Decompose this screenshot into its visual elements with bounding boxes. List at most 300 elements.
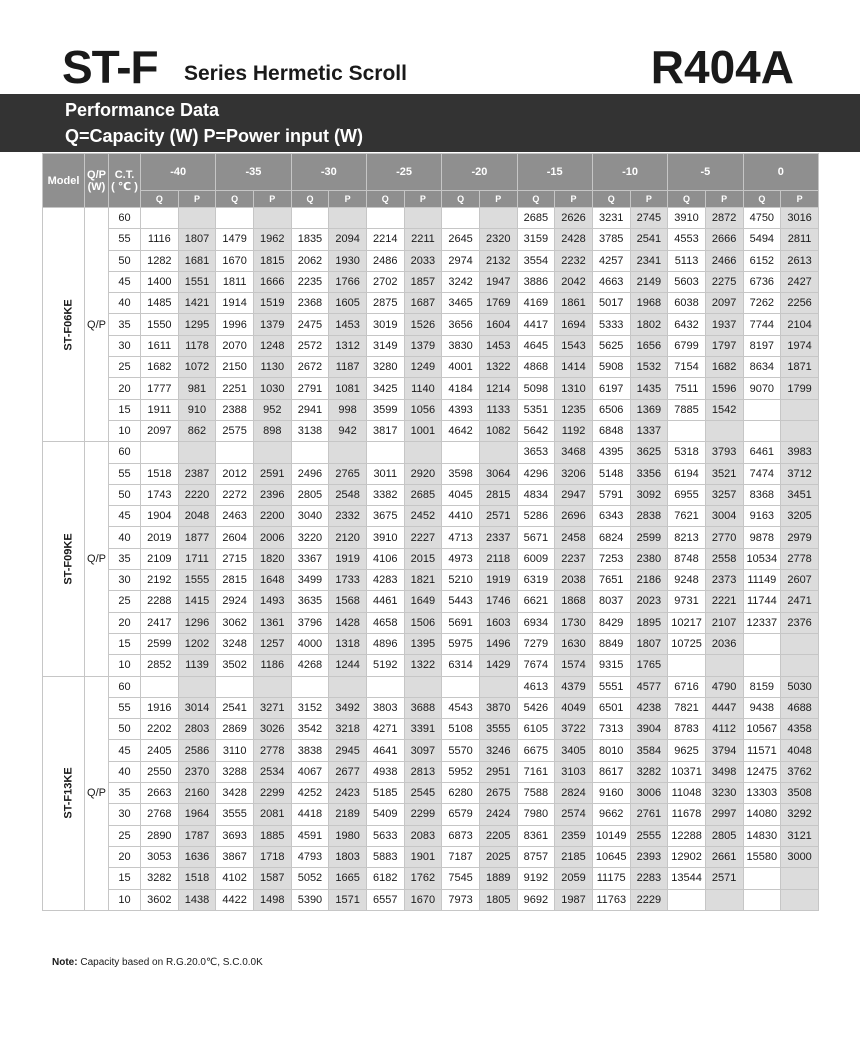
model-cell [43,442,85,676]
power-cell: 2805 [705,825,743,846]
table-row [43,293,819,314]
power-cell: 1379 [404,335,442,356]
power-cell [329,442,367,463]
table-row [43,655,819,676]
capacity-cell: 2405 [141,740,179,761]
power-cell: 1733 [329,570,367,591]
power-cell: 1202 [178,633,216,654]
condensing-temp-cell: 40 [109,761,141,782]
power-cell: 2947 [555,484,593,505]
capacity-cell: 4658 [366,612,404,633]
table-row [43,591,819,612]
power-cell: 4358 [781,719,819,740]
power-cell: 1493 [253,591,291,612]
capacity-cell: 7885 [668,399,706,420]
power-cell [329,676,367,697]
capacity-cell: 5603 [668,271,706,292]
table-row [43,612,819,633]
capacity-cell: 8037 [592,591,630,612]
power-cell: 910 [178,399,216,420]
power-cell: 3026 [253,719,291,740]
header-evap-temp: -5 [668,154,743,191]
header-q: Q [743,191,781,208]
capacity-cell: 10725 [668,633,706,654]
table-row [43,229,819,250]
capacity-cell: 4395 [592,442,630,463]
capacity-cell: 3248 [216,633,254,654]
capacity-cell: 2417 [141,612,179,633]
power-cell: 1665 [329,868,367,889]
capacity-cell [668,420,706,441]
capacity-cell: 4106 [366,548,404,569]
capacity-cell: 4410 [442,506,480,527]
capacity-cell: 5494 [743,229,781,250]
capacity-cell: 3838 [291,740,329,761]
header-evap-temp: -25 [366,154,441,191]
condensing-temp-cell: 55 [109,463,141,484]
capacity-cell: 10371 [668,761,706,782]
power-cell: 2081 [253,804,291,825]
power-cell: 3016 [781,208,819,229]
capacity-cell: 9438 [743,697,781,718]
capacity-cell: 5351 [517,399,555,420]
capacity-cell [743,633,781,654]
capacity-cell: 2599 [141,633,179,654]
condensing-temp-cell: 45 [109,271,141,292]
condensing-temp-cell: 45 [109,740,141,761]
capacity-cell: 4645 [517,335,555,356]
series-description: Series Hermetic Scroll [184,62,407,85]
power-cell: 1428 [329,612,367,633]
capacity-cell: 5952 [442,761,480,782]
capacity-cell: 8748 [668,548,706,569]
capacity-cell: 3282 [141,868,179,889]
capacity-cell: 8159 [743,676,781,697]
power-cell: 2299 [253,783,291,804]
capacity-cell [366,676,404,697]
power-cell: 3391 [404,719,442,740]
power-cell: 2824 [555,783,593,804]
condensing-temp-cell: 10 [109,889,141,910]
capacity-cell: 7161 [517,761,555,782]
capacity-cell: 5098 [517,378,555,399]
capacity-cell: 6152 [743,250,781,271]
capacity-cell: 3817 [366,420,404,441]
power-cell: 1821 [404,570,442,591]
capacity-cell: 1550 [141,314,179,335]
capacity-cell [216,208,254,229]
capacity-cell: 3502 [216,655,254,676]
power-cell: 2675 [479,783,517,804]
power-cell: 1318 [329,633,367,654]
power-cell: 1186 [253,655,291,676]
power-cell: 2666 [705,229,743,250]
capacity-cell: 9315 [592,655,630,676]
power-cell: 1687 [404,293,442,314]
table-row [43,719,819,740]
power-cell: 1802 [630,314,668,335]
capacity-cell: 4296 [517,463,555,484]
power-cell: 2811 [781,229,819,250]
capacity-cell: 2475 [291,314,329,335]
power-cell: 1496 [479,633,517,654]
capacity-cell: 3653 [517,442,555,463]
capacity-cell: 7980 [517,804,555,825]
power-cell: 1178 [178,335,216,356]
power-cell: 1532 [630,357,668,378]
power-cell [781,399,819,420]
power-cell: 2803 [178,719,216,740]
table-row [43,484,819,505]
power-cell: 2023 [630,591,668,612]
capacity-cell: 7621 [668,506,706,527]
capacity-cell: 5409 [366,804,404,825]
power-cell: 3121 [781,825,819,846]
power-cell: 1765 [630,655,668,676]
power-cell: 1187 [329,357,367,378]
capacity-cell [442,676,480,697]
capacity-cell: 10645 [592,846,630,867]
power-cell: 2626 [555,208,593,229]
power-cell: 1974 [781,335,819,356]
capacity-cell: 9248 [668,570,706,591]
capacity-cell: 4973 [442,548,480,569]
power-cell [253,442,291,463]
capacity-cell [743,655,781,676]
capacity-cell: 5642 [517,420,555,441]
capacity-cell: 10534 [743,548,781,569]
capacity-cell: 3280 [366,357,404,378]
capacity-cell: 2550 [141,761,179,782]
capacity-cell: 1116 [141,229,179,250]
power-cell: 1636 [178,846,216,867]
condensing-temp-cell: 15 [109,633,141,654]
power-cell: 1244 [329,655,367,676]
header-evap-temp: -20 [442,154,517,191]
capacity-cell: 4067 [291,761,329,782]
power-cell: 1730 [555,612,593,633]
power-cell: 3103 [555,761,593,782]
power-cell: 2232 [555,250,593,271]
capacity-cell: 4591 [291,825,329,846]
capacity-cell: 8757 [517,846,555,867]
power-cell: 2458 [555,527,593,548]
power-cell: 2227 [404,527,442,548]
power-cell: 2359 [555,825,593,846]
header-row-temps [43,154,819,191]
power-cell: 2761 [630,804,668,825]
capacity-cell: 5691 [442,612,480,633]
power-cell: 1140 [404,378,442,399]
power-cell: 1295 [178,314,216,335]
footnote [52,957,263,968]
power-cell: 1312 [329,335,367,356]
power-cell: 1498 [253,889,291,910]
capacity-cell: 5286 [517,506,555,527]
capacity-cell: 5113 [668,250,706,271]
condensing-temp-cell: 15 [109,399,141,420]
power-cell: 1630 [555,633,593,654]
power-cell: 2370 [178,761,216,782]
power-cell: 2770 [705,527,743,548]
power-cell: 2765 [329,463,367,484]
power-cell: 2920 [404,463,442,484]
capacity-cell [743,889,781,910]
condensing-temp-cell: 60 [109,442,141,463]
capacity-cell: 6675 [517,740,555,761]
capacity-cell: 3693 [216,825,254,846]
capacity-cell: 3599 [366,399,404,420]
power-cell: 1666 [253,271,291,292]
capacity-cell: 4252 [291,783,329,804]
capacity-cell [743,868,781,889]
power-cell: 1807 [630,633,668,654]
capacity-cell [216,442,254,463]
power-cell: 4688 [781,697,819,718]
table-row [43,676,819,697]
capacity-cell: 9731 [668,591,706,612]
power-cell: 1895 [630,612,668,633]
table-row [43,420,819,441]
capacity-cell: 6934 [517,612,555,633]
capacity-cell: 2791 [291,378,329,399]
power-cell [781,420,819,441]
power-cell: 2237 [555,548,593,569]
table-row [43,846,819,867]
capacity-cell: 1682 [141,357,179,378]
power-cell: 3292 [781,804,819,825]
power-cell: 1807 [178,229,216,250]
note-label: Note: [52,957,78,968]
power-cell: 1815 [253,250,291,271]
condensing-temp-cell: 20 [109,378,141,399]
power-cell: 2815 [479,484,517,505]
capacity-cell: 3019 [366,314,404,335]
capacity-cell: 4271 [366,719,404,740]
capacity-cell: 13544 [668,868,706,889]
power-cell: 1980 [329,825,367,846]
power-cell: 2387 [178,463,216,484]
condensing-temp-cell: 25 [109,357,141,378]
refrigerant-label: R404A [650,41,794,93]
power-cell: 2571 [705,868,743,889]
power-cell: 3282 [630,761,668,782]
capacity-cell: 14080 [743,804,781,825]
table-row [43,250,819,271]
table-row [43,825,819,846]
capacity-cell: 9625 [668,740,706,761]
power-cell: 2118 [479,548,517,569]
capacity-cell: 10217 [668,612,706,633]
capacity-cell: 4641 [366,740,404,761]
header-p: P [555,191,593,208]
capacity-cell: 2869 [216,719,254,740]
capacity-cell: 6824 [592,527,630,548]
capacity-cell: 8010 [592,740,630,761]
capacity-cell: 6461 [743,442,781,463]
capacity-cell: 2070 [216,335,254,356]
capacity-cell: 3425 [366,378,404,399]
condensing-temp-cell: 50 [109,250,141,271]
capacity-cell: 3062 [216,612,254,633]
power-cell [253,676,291,697]
capacity-cell: 5192 [366,655,404,676]
capacity-cell: 2463 [216,506,254,527]
capacity-cell [668,655,706,676]
power-cell: 2571 [479,506,517,527]
table-row [43,527,819,548]
capacity-cell: 5390 [291,889,329,910]
capacity-cell: 4169 [517,293,555,314]
condensing-temp-cell: 60 [109,676,141,697]
power-cell: 2160 [178,783,216,804]
power-cell [479,208,517,229]
capacity-cell: 3602 [141,889,179,910]
power-cell: 2283 [630,868,668,889]
power-cell: 1081 [329,378,367,399]
power-cell [705,889,743,910]
power-cell: 2015 [404,548,442,569]
power-cell: 1718 [253,846,291,867]
capacity-cell: 1282 [141,250,179,271]
capacity-cell: 4000 [291,633,329,654]
capacity-cell: 6197 [592,378,630,399]
header-q: Q [216,191,254,208]
capacity-cell: 3053 [141,846,179,867]
capacity-cell: 3803 [366,697,404,718]
capacity-cell: 8634 [743,357,781,378]
power-cell: 3468 [555,442,593,463]
power-cell: 1987 [555,889,593,910]
power-cell: 1877 [178,527,216,548]
capacity-cell: 3675 [366,506,404,527]
header-p: P [178,191,216,208]
capacity-cell: 5633 [366,825,404,846]
power-cell: 1414 [555,357,593,378]
capacity-cell: 2062 [291,250,329,271]
capacity-cell: 9160 [592,783,630,804]
condensing-temp-cell: 50 [109,719,141,740]
power-cell: 1518 [178,868,216,889]
capacity-cell: 1479 [216,229,254,250]
power-cell: 2059 [555,868,593,889]
performance-table [42,153,819,911]
power-cell: 1551 [178,271,216,292]
power-cell: 2545 [404,783,442,804]
power-cell: 1453 [479,335,517,356]
condensing-temp-cell: 25 [109,825,141,846]
power-cell: 1797 [705,335,743,356]
capacity-cell: 4393 [442,399,480,420]
power-cell: 1648 [253,570,291,591]
power-cell: 1506 [404,612,442,633]
table-row [43,548,819,569]
power-cell: 1968 [630,293,668,314]
capacity-cell: 6343 [592,506,630,527]
capacity-cell: 2604 [216,527,254,548]
capacity-cell: 15580 [743,846,781,867]
power-cell: 2376 [781,612,819,633]
table-row [43,378,819,399]
power-cell: 1542 [705,399,743,420]
capacity-cell: 7744 [743,314,781,335]
power-cell: 2838 [630,506,668,527]
condensing-temp-cell: 25 [109,591,141,612]
condensing-temp-cell: 30 [109,804,141,825]
capacity-cell: 2486 [366,250,404,271]
capacity-cell: 3367 [291,548,329,569]
power-cell: 1711 [178,548,216,569]
capacity-cell: 3554 [517,250,555,271]
capacity-cell: 7674 [517,655,555,676]
capacity-cell [743,399,781,420]
header-q: Q [141,191,179,208]
capacity-cell: 2572 [291,335,329,356]
capacity-cell: 5975 [442,633,480,654]
capacity-cell: 4184 [442,378,480,399]
capacity-cell: 4663 [592,271,630,292]
capacity-cell: 4422 [216,889,254,910]
power-cell: 1799 [781,378,819,399]
capacity-cell: 2097 [141,420,179,441]
capacity-cell: 9878 [743,527,781,548]
capacity-cell: 2019 [141,527,179,548]
capacity-cell [216,676,254,697]
capacity-cell: 3110 [216,740,254,761]
capacity-cell: 13303 [743,783,781,804]
power-cell: 2423 [329,783,367,804]
capacity-cell: 4553 [668,229,706,250]
capacity-cell: 14830 [743,825,781,846]
header-p: P [479,191,517,208]
power-cell: 2256 [781,293,819,314]
capacity-cell: 4001 [442,357,480,378]
power-cell: 2872 [705,208,743,229]
capacity-cell: 7651 [592,570,630,591]
header-p: P [781,191,819,208]
capacity-cell: 7279 [517,633,555,654]
series-code: ST-F [62,41,158,93]
power-cell: 4577 [630,676,668,697]
capacity-cell: 4793 [291,846,329,867]
power-cell: 3584 [630,740,668,761]
capacity-cell: 1485 [141,293,179,314]
header-evap-temp: -35 [216,154,291,191]
capacity-cell: 6009 [517,548,555,569]
condensing-temp-cell: 40 [109,527,141,548]
power-cell: 4447 [705,697,743,718]
capacity-cell: 2251 [216,378,254,399]
capacity-cell: 2202 [141,719,179,740]
power-cell: 1192 [555,420,593,441]
power-cell: 2599 [630,527,668,548]
power-cell: 3451 [781,484,819,505]
power-cell: 2696 [555,506,593,527]
power-cell: 2299 [404,804,442,825]
capacity-cell: 3796 [291,612,329,633]
section-banner [0,94,860,152]
power-cell [178,676,216,697]
capacity-cell: 12902 [668,846,706,867]
capacity-cell: 4834 [517,484,555,505]
capacity-cell: 7588 [517,783,555,804]
power-cell: 2979 [781,527,819,548]
header-p: P [705,191,743,208]
power-cell: 2220 [178,484,216,505]
capacity-cell: 1835 [291,229,329,250]
power-cell: 2186 [630,570,668,591]
capacity-cell: 11175 [592,868,630,889]
